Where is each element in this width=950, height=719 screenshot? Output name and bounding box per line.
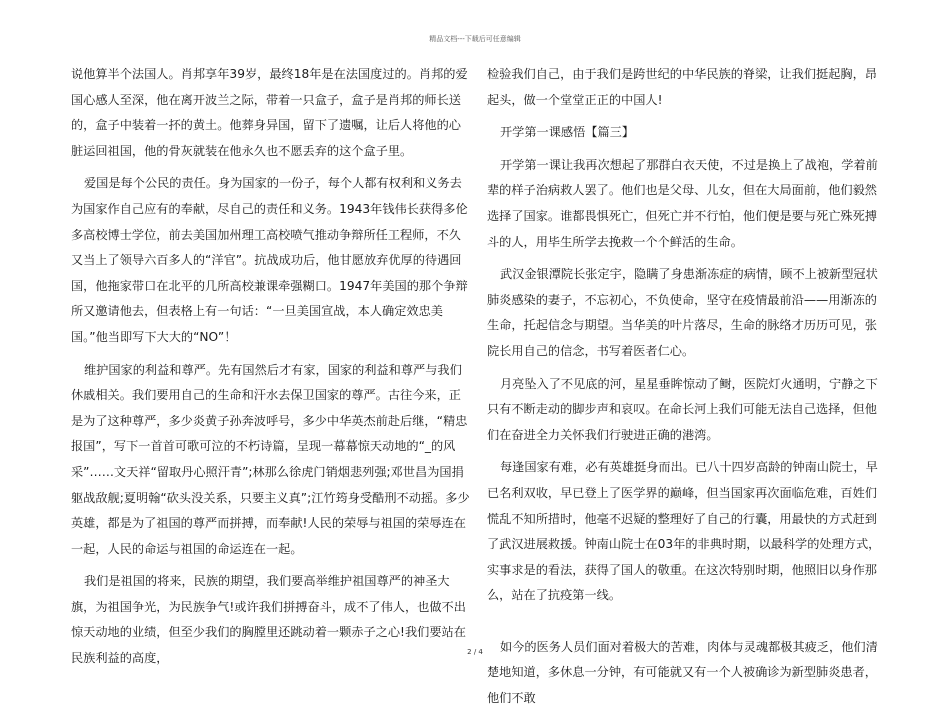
page-header: 精品文档---下载后可任意编辑 — [429, 35, 521, 43]
section-heading: 开学第一课感悟【篇三】 — [500, 125, 635, 140]
paragraph: 说他算半个法国人。肖邦享年39岁，最终18年是在法国度过的。肖邦的爱国心感人至深，他在离开波兰之际，带着一只盒子，盒子是肖邦的师长送的，盒子中装着一抔的黄土。他葬身异国，留下了遗嘱，让后人将他的心脏运回祖国，他的骨灰就装在他永久也不愿丢弃的这个盒子里。 — [71, 67, 468, 158]
paragraph: 每逢国家有难，必有英雄挺身而出。已八十四岁高龄的钟南山院士，早已名利双收，早已登上了医学界的巅峰，但当国家再次面临危难，百姓们慌乱不知所措时，他毫不迟疑的整理好了自己的行囊，用最快的方式赶到了武汉进展救援。钟南山院士在03年的非典时期，以最科学的处理方式，实事求是的看法，获得了国人的敬重。在这次特别时期，他照旧以身作那么，站在了抗疫第一线。 — [487, 460, 881, 603]
paragraph: 武汉金银潭院长张定宇，隐瞒了身患渐冻症的病情，顾不上被新型冠状肺炎感染的妻子，不忘初心，不负使命，坚守在疫情最前沿——用渐冻的生命，托起信念与期望。当华美的叶片落尽，生命的脉络才历历可见，张院长用自己的信念，书写着医者仁心。 — [487, 267, 878, 358]
paragraph: 如今的医务人员们面对着极大的苦难，肉体与灵魂都极其疲乏，他们清楚地知道，多休息一分钟，有可能就又有一个人被确诊为新型肺炎患者，他们不敢 — [487, 639, 878, 706]
paragraph: 检验我们自己，由于我们是跨世纪的中华民族的脊梁，让我们挺起胸，昂起头，做一个堂堂正正的中国人! — [487, 67, 877, 107]
paragraph: 维护国家的利益和尊严。先有国然后才有家，国家的利益和尊严与我们休戚相关。我们要用自己的生命和汗水去保卫国家的尊严。古往今来，正是为了这种尊严，多少炎黄子孙奔波呼号，多少中华英杰前赴后继，“精忠报国”，写下一首首可歌可泣的不朽诗篇，呈现一幕幕惊天动地的“_的风采”……文天祥“留取丹心照汗青”;林那么徐虎门销烟悲列强;邓世昌为国捐躯战敌舰;夏明翰“砍头没关系，只要主义真”;江竹筠身受酷刑不动摇。多少英雄，都是为了祖国的尊严而拼搏，而奉献!人民的荣辱与祖国的荣辱连在一起，人民的命运与祖国的命运连在一起。 — [71, 362, 470, 556]
paragraph: 月亮坠入了不见底的河，星星垂眸惊动了鲥，医院灯火通明，宁静之下只有不断走动的脚步声和哀叹。在命长河上我们可能无法自己选择，但他们在奋进全力关怀我们行驶进正确的港湾。 — [487, 376, 878, 442]
paragraph: 我们是祖国的将来，民族的期望，我们要高举维护祖国尊严的神圣大旗，为祖国争光，为民族争气!或许我们拼搏奋斗，成不了伟人，也做不出惊天动地的业绩，但至少我们的胸膛里还跳动着一颗赤子之心!我们要站在民族利益的高度， — [71, 574, 466, 666]
paragraph: 开学第一课让我再次想起了那群白衣天使，不过是换上了战袍，学着前辈的样子治病救人罢了。他们也是父母、儿女，但在大局面前，他们毅然选择了国家。谁都畏惧死亡，但死亡并不行怕，他们便是要与死亡殊死搏斗的人，用毕生所学去挽救一个个鲜活的生命。 — [487, 157, 878, 249]
left-column — [71, 62, 473, 679]
right-column — [487, 62, 889, 719]
page-number: 2 / 4 — [467, 648, 483, 656]
paragraph: 爱国是每个公民的责任。身为国家的一份子，每个人都有权利和义务去为国家作自己应有的奉献，尽自己的责任和义务。1943年钱伟长获得多伦多高校博士学位，前去美国加州理工高校喷气推动争辩所任工程师，不久又当上了领导六百多人的“洋官”。抗战成功后，他甘愿放弃优厚的待遇回国，他拖家带口在北平的几所高校兼课牵强糊口。1947年美国的那个争辩所又邀请他去，但表格上有一句话：“一旦美国宣战，本人确定效忠美国。”他当即写下大大的“NO”！ — [71, 176, 468, 344]
